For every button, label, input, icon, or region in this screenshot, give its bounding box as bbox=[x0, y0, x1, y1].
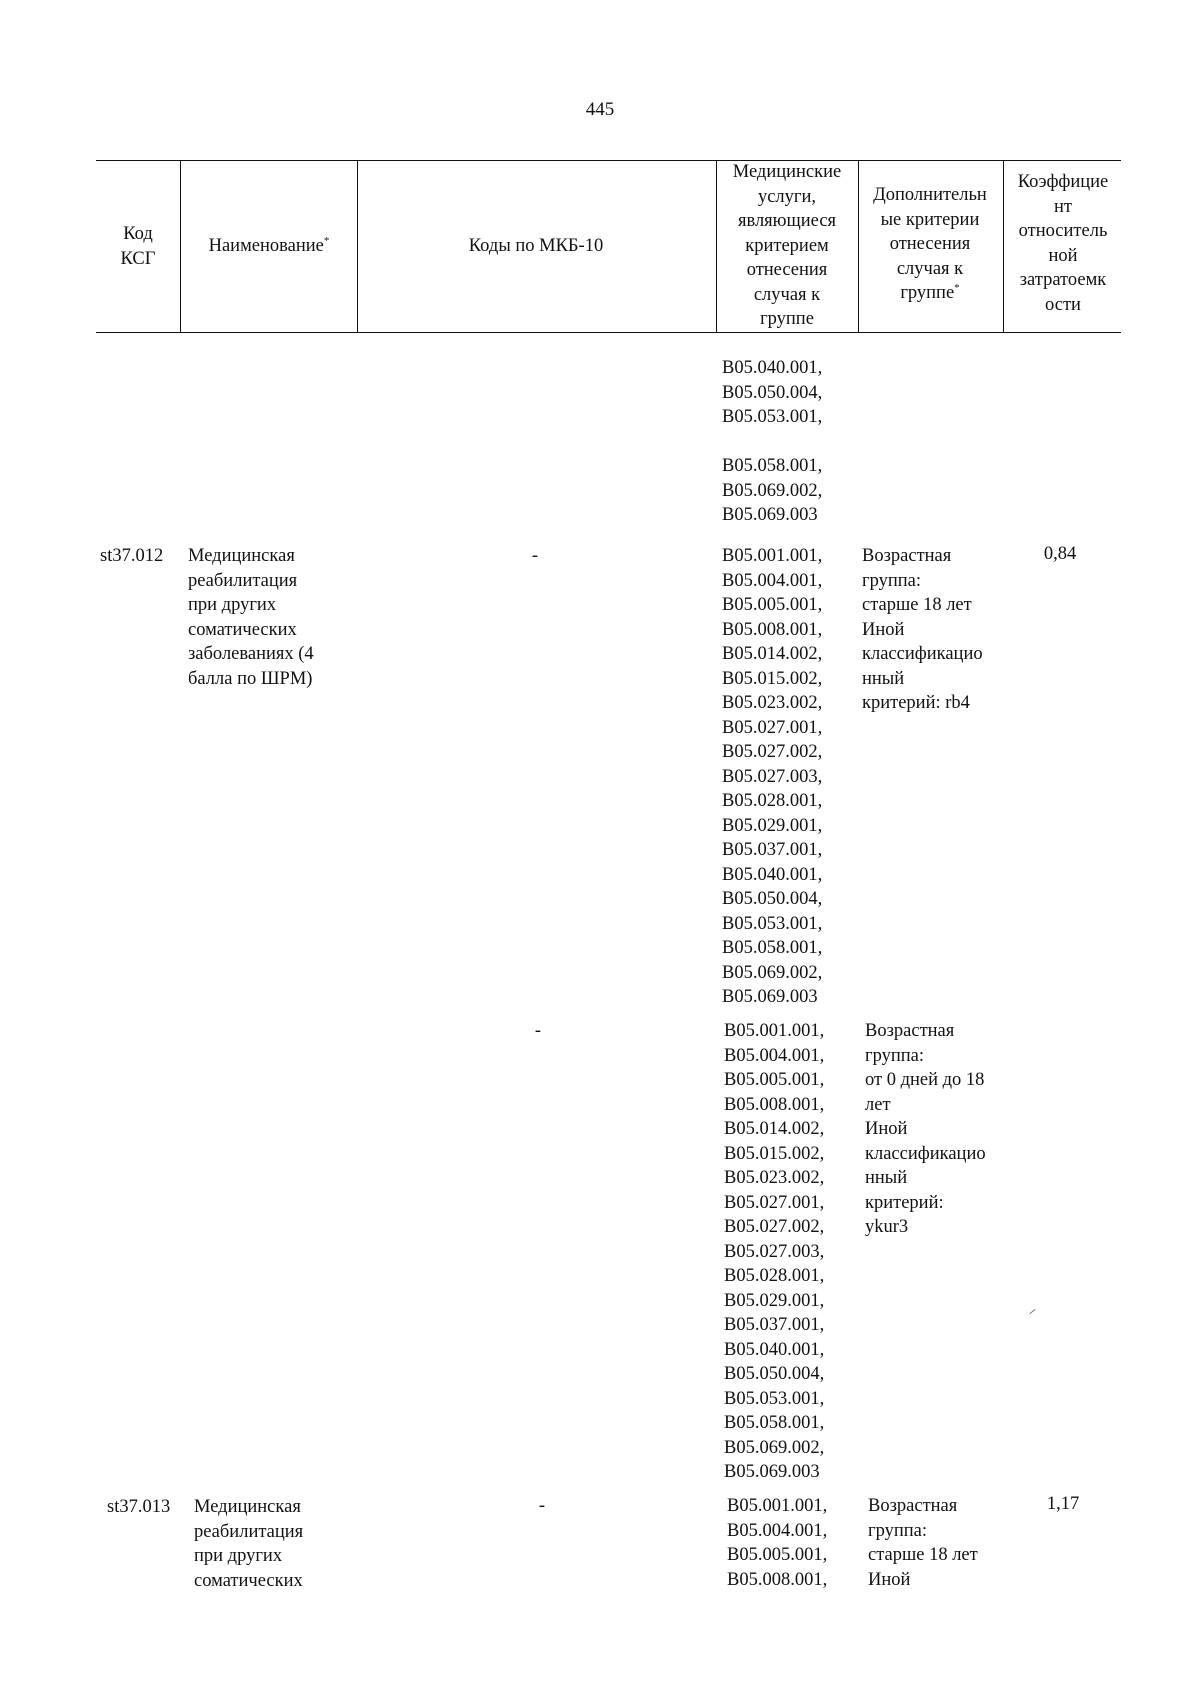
footnote-mark: * bbox=[954, 281, 960, 294]
services-cell: B05.001.001, B05.004.001, B05.005.001, B05.008.001, B05.014.002, B05.015.002, B05.023.002, B05.027.001, B05.027.002, B05.027.003, B05.028.001, B05.029.001, B05.037.001, B05.040.001, B05.050.004, B05.053.001, B05.058.001, B05.069.002, B05.069.003 bbox=[724, 1021, 825, 1482]
header-services: Медицинские услуги, являющиеся критерием отнесения случая к группе bbox=[732, 162, 842, 329]
group-name: Медицинская реабилитация при других соматических заболеваниях (4 балла по ШРМ) bbox=[188, 546, 314, 689]
group-name: Медицинская реабилитация при других соматических bbox=[194, 1497, 304, 1591]
mkb-codes: - bbox=[538, 1496, 546, 1516]
criteria-cell: Возрастная группа: старше 18 лет Иной классификацио нный критерий: rb4 bbox=[862, 546, 983, 713]
header-mkb: Коды по МКБ-10 bbox=[468, 236, 604, 256]
coefficient: 0,84 bbox=[1043, 544, 1077, 564]
header-name-text: Наименование bbox=[208, 236, 324, 256]
footnote-mark: * bbox=[323, 234, 330, 247]
header-criteria-text: Дополнительн ые критерии отнесения случая к группе bbox=[873, 185, 987, 303]
mkb-codes: - bbox=[531, 546, 539, 566]
scan-speck bbox=[1029, 1309, 1035, 1314]
header-name bbox=[184, 234, 354, 259]
header-divider bbox=[716, 160, 717, 332]
header-code: Код КСГ bbox=[120, 224, 156, 269]
services-cell: B05.001.001, B05.004.001, B05.005.001, B05.008.001, B05.014.002, B05.015.002, B05.023.002, B05.027.001, B05.027.002, B05.027.003, B05.028.001, B05.029.001, B05.037.001, B05.040.001, B05.050.004, B05.053.001, B05.058.001, B05.069.002, B05.069.003 bbox=[722, 546, 823, 1007]
mkb-codes: - bbox=[534, 1021, 542, 1041]
header-bottom-rule bbox=[96, 332, 1121, 333]
services-cell: B05.001.001, B05.004.001, B05.005.001, B05.008.001, bbox=[727, 1496, 828, 1590]
header-divider bbox=[858, 160, 859, 332]
header-top-rule bbox=[96, 160, 1121, 161]
criteria-cell: Возрастная группа: старше 18 лет Иной bbox=[868, 1496, 978, 1590]
services-cell: B05.040.001, B05.050.004, B05.053.001, bbox=[722, 358, 823, 427]
ksg-code: st37.013 bbox=[107, 1497, 171, 1517]
page-number: 445 bbox=[585, 99, 615, 120]
criteria-cell: Возрастная группа: от 0 дней до 18 лет Иной классификацио нный критерий: ykur3 bbox=[865, 1021, 986, 1237]
ksg-code: st37.012 bbox=[100, 546, 164, 566]
header-divider bbox=[1003, 160, 1004, 332]
services-cell: B05.058.001, B05.069.002, B05.069.003 bbox=[722, 456, 823, 525]
coefficient: 1,17 bbox=[1046, 1494, 1080, 1514]
header-coef: Коэффицие нт относитель ной затратоемк ости bbox=[1017, 172, 1109, 315]
header-criteria bbox=[860, 183, 1000, 306]
header-divider bbox=[357, 160, 358, 332]
header-divider bbox=[180, 160, 181, 332]
